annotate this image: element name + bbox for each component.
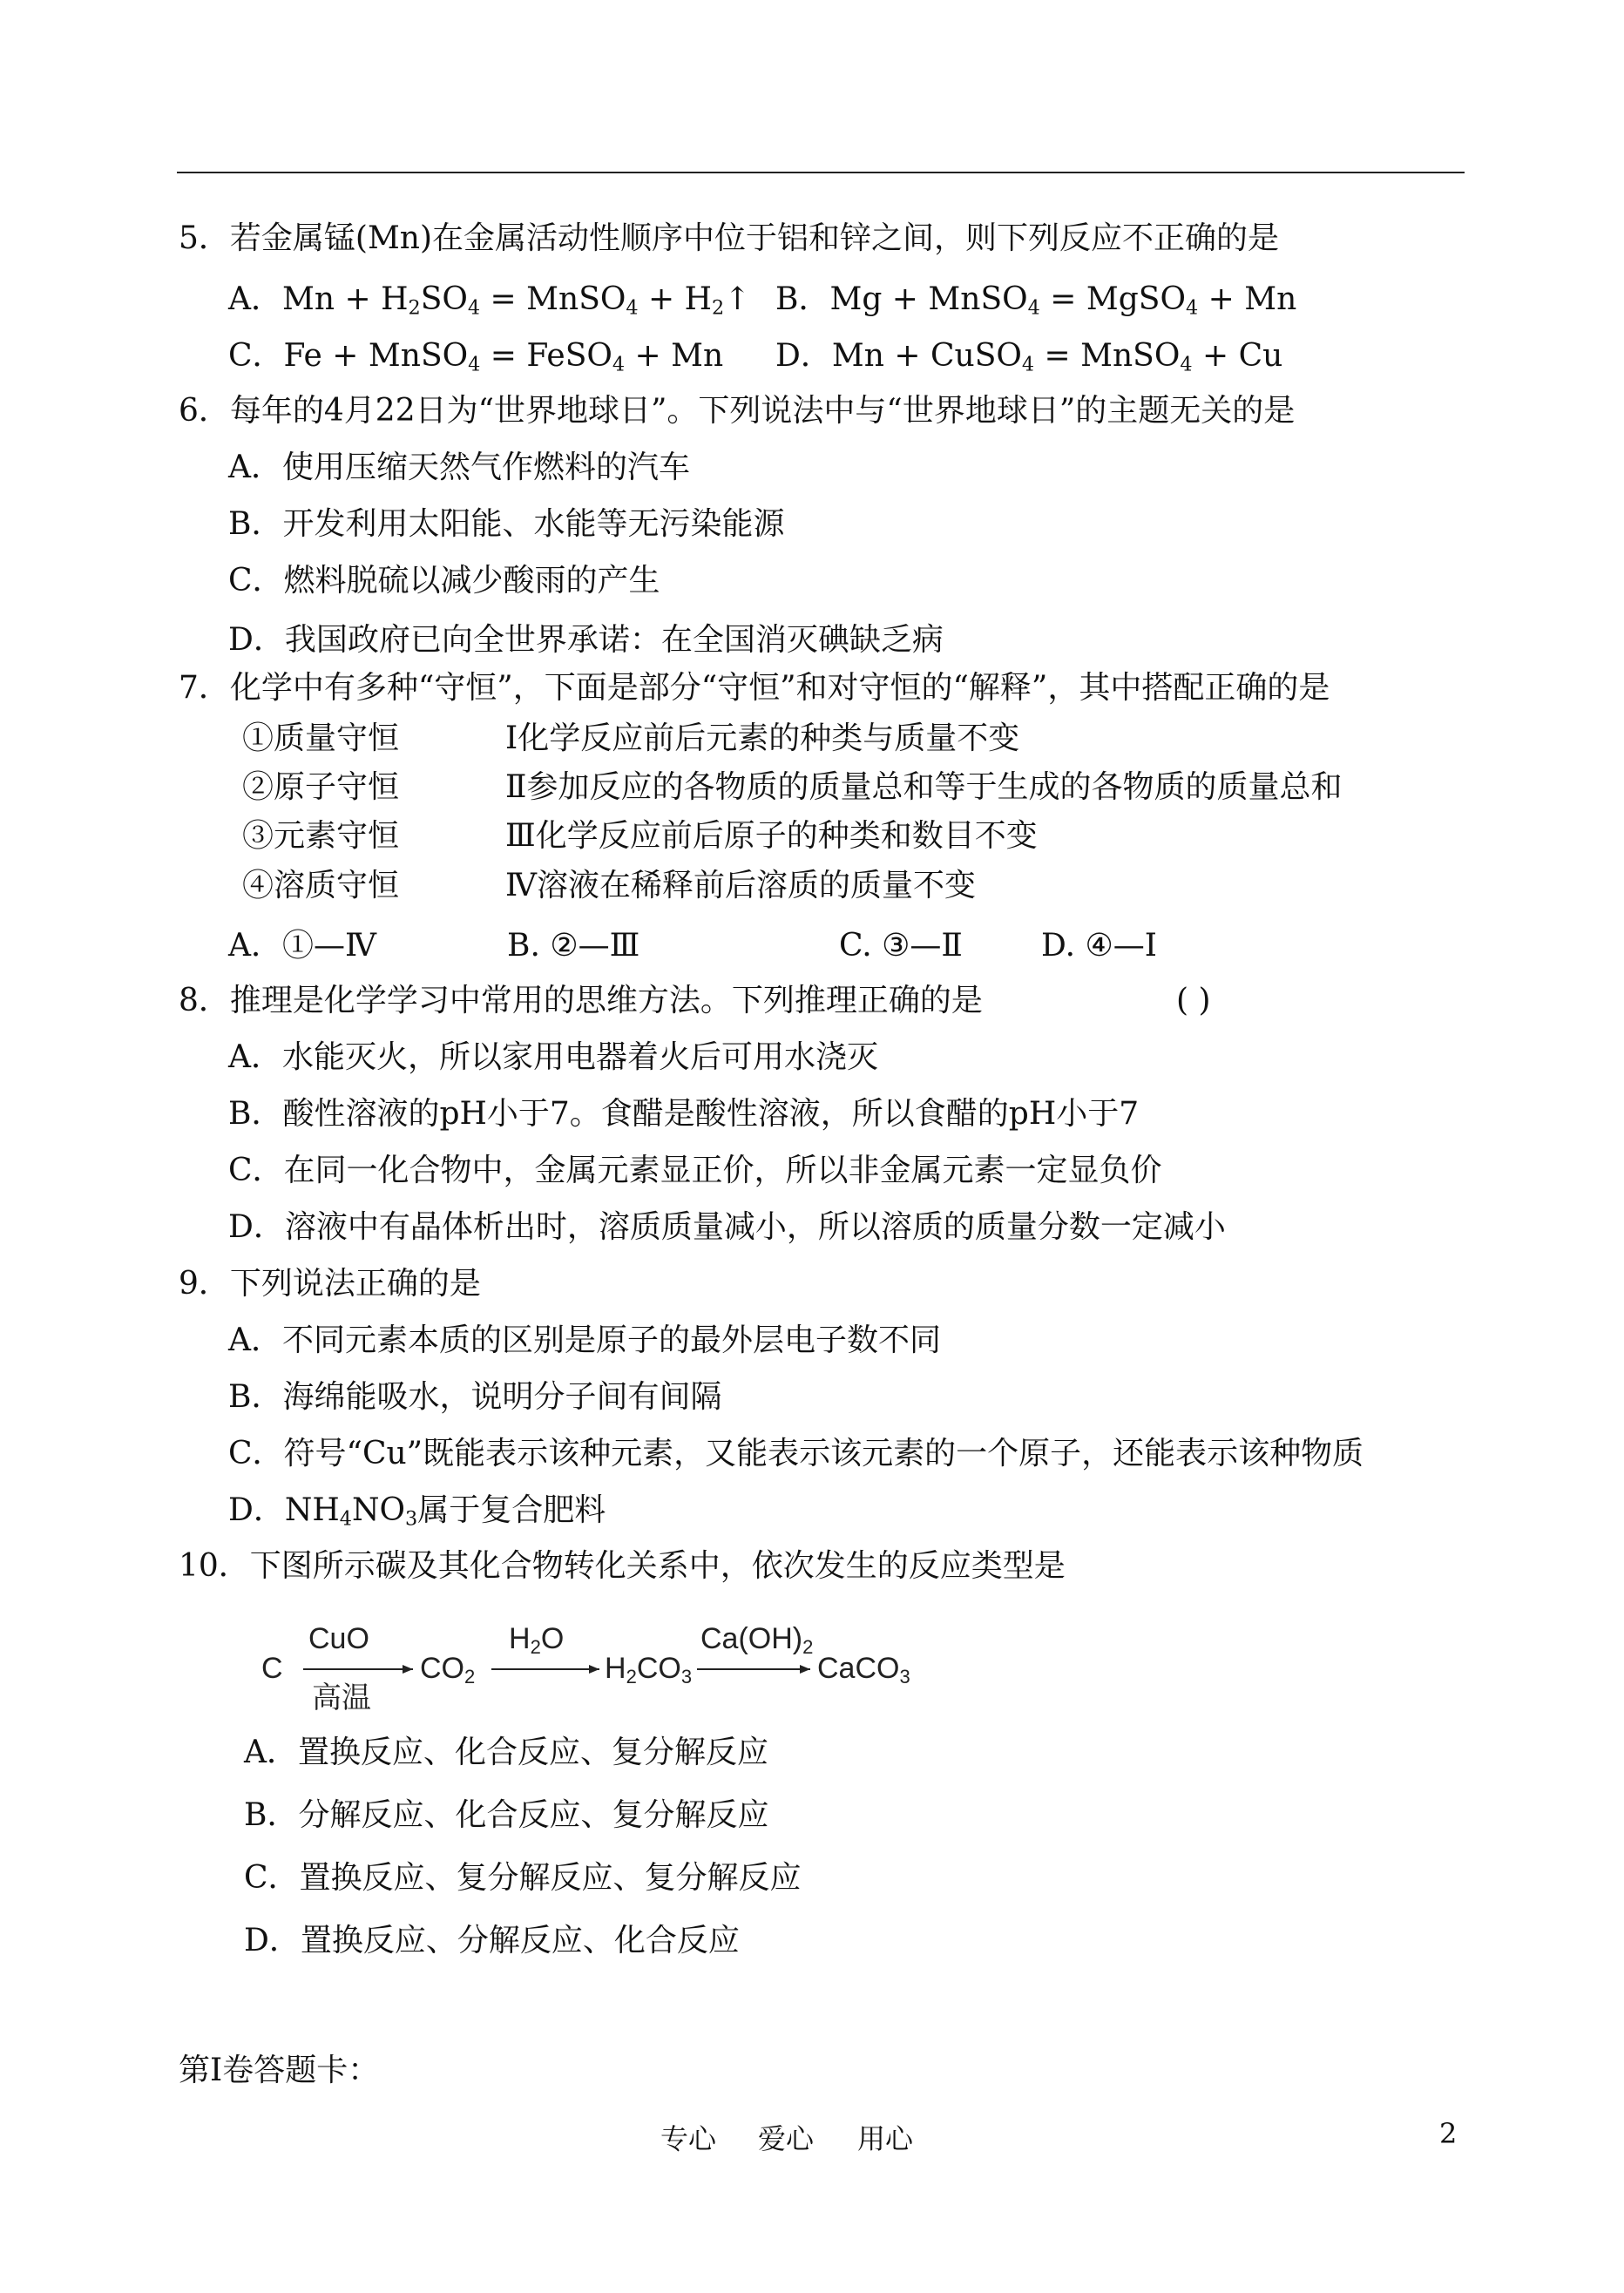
product-h2co3: H2CO3 [605, 1652, 693, 1688]
q9-option-b: B．海绵能吸水，说明分子间有间隔 [228, 1379, 722, 1415]
reactant-c: C [261, 1652, 283, 1685]
q7-row-3-right: Ⅲ化学反应前后原子的种类和数目不变 [505, 818, 1038, 854]
q7-row-1-left: ①质量守恒 [242, 720, 400, 756]
q7-row-2-left: ②原子守恒 [242, 769, 400, 805]
q6-option-b: B．开发利用太阳能、水能等无污染能源 [228, 506, 785, 542]
q10-option-a: A．置换反应、化合反应、复分解反应 [244, 1735, 768, 1770]
q5-option-d: D．Mn + CuSO$_4$ = MnSO$_4$ + Cu [775, 338, 1283, 376]
q10-option-d: D．置换反应、分解反应、化合反应 [244, 1923, 740, 1958]
arrow-3-head [800, 1665, 810, 1674]
q8-answer-bracket: ( ) [1176, 983, 1211, 1018]
q7-option-a: A．①—Ⅳ [228, 928, 376, 964]
q10-option-b: B．分解反应、化合反应、复分解反应 [244, 1797, 769, 1833]
footer-motto-2: 爱心 [758, 2122, 815, 2155]
q7-row-3-left: ③元素守恒 [242, 818, 400, 854]
page-number: 2 [1439, 2117, 1458, 2150]
question-7-stem: 7．化学中有多种“守恒”，下面是部分“守恒”和对守恒的“解释”，其中搭配正确的是 [179, 670, 1330, 706]
q8-option-d: D．溶液中有晶体析出时，溶质质量减小，所以溶质的质量分数一定减小 [228, 1209, 1226, 1245]
q6-option-a: A．使用压缩天然气作燃料的汽车 [228, 450, 690, 485]
q7-row-4-left: ④溶质守恒 [242, 868, 400, 903]
q7-option-b: B. ②—Ⅲ [507, 928, 640, 964]
q5-option-a: A．$Mn + H_2SO_4$ = MnSO$_4$ + $H_2↑$ [228, 281, 751, 320]
q6-option-c: C．燃料脱硫以减少酸雨的产生 [228, 563, 660, 599]
arrow-3-condition-caoh2: Ca(OH)2 [700, 1622, 814, 1658]
arrow-1-head [403, 1665, 413, 1674]
question-9-stem: 9．下列说法正确的是 [179, 1266, 481, 1302]
question-8-stem: 8．推理是化学学习中常用的思维方法。下列推理正确的是 [179, 983, 983, 1018]
product-co2: CO2 [420, 1652, 476, 1688]
q7-option-c: C. ③—Ⅱ [839, 928, 963, 964]
footer-motto-3: 用心 [857, 2122, 914, 2155]
q7-option-d: D. ④—Ⅰ [1041, 928, 1157, 964]
q5-option-c: C．Fe + MnSO$_4$ = FeSO$_4$ + Mn [228, 338, 724, 376]
footer-motto-1: 专心 [660, 2122, 717, 2155]
header-rule [177, 172, 1465, 173]
q5-option-b: B．Mg + MnSO$_4$ = MgSO$_4$ + Mn [775, 281, 1297, 320]
q9-option-a: A．不同元素本质的区别是原子的最外层电子数不同 [228, 1322, 941, 1358]
question-5-stem: 5．若金属锰(Mn)在金属活动性顺序中位于铝和锌之间，则下列反应不正确的是 [179, 220, 1280, 256]
arrow-2-condition-h2o: H2O [509, 1622, 565, 1658]
product-caco3: CaCO3 [817, 1652, 910, 1688]
carbon-conversion-diagram [258, 1622, 929, 1718]
q7-row-1-right: Ⅰ化学反应前后元素的种类与质量不变 [505, 720, 1020, 756]
q8-option-c: C．在同一化合物中，金属元素显正价，所以非金属元素一定显负价 [228, 1153, 1162, 1188]
q8-option-b: B．酸性溶液的pH小于7。食醋是酸性溶液，所以食醋的pH小于7 [228, 1096, 1140, 1132]
q10-option-c: C．置换反应、复分解反应、复分解反应 [244, 1860, 802, 1896]
q8-option-a: A．水能灭火，所以家用电器着火后可用水浇灭 [228, 1039, 878, 1075]
q7-row-4-right: Ⅳ溶液在稀释前后溶质的质量不变 [505, 868, 976, 903]
q6-option-d: D．我国政府已向全世界承诺：在全国消灭碘缺乏病 [228, 622, 944, 658]
arrow-2-head [589, 1665, 599, 1674]
arrow-1-condition-heat: 高温 [312, 1681, 371, 1715]
q9-option-c: C．符号“Cu”既能表示该种元素，又能表示该元素的一个原子，还能表示该种物质 [228, 1436, 1364, 1471]
question-6-stem: 6．每年的4月22日为“世界地球日”。下列说法中与“世界地球日”的主题无关的是 [179, 393, 1296, 429]
answer-card-heading: 第Ⅰ卷答题卡： [179, 2053, 380, 2088]
q9-option-d: D．$NH_4NO_3$属于复合肥料 [228, 1492, 606, 1531]
arrow-1-condition-cuo: CuO [308, 1622, 369, 1655]
question-10-stem: 10．下图所示碳及其化合物转化关系中，依次发生的反应类型是 [179, 1548, 1066, 1584]
q7-row-2-right: Ⅱ参加反应的各物质的质量总和等于生成的各物质的质量总和 [505, 769, 1343, 805]
